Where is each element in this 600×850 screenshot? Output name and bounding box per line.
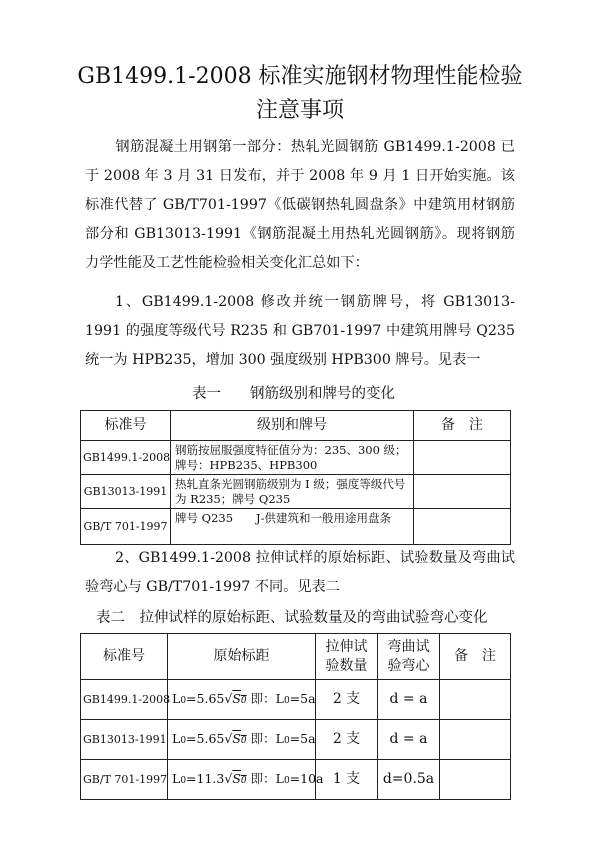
table-2-header-gauge: 原始标距 [168, 634, 316, 680]
table-cell-bend: d=0.5a [378, 760, 440, 800]
table-cell-note [414, 441, 511, 475]
table-cell-grade: 钢筋按屈服强度特征值分为：235、300 级；牌号：HPB235、HPB300 [171, 441, 414, 475]
table-2 [80, 633, 511, 800]
table-cell-quantity: 1 支 [316, 760, 378, 800]
table-cell-standard: GB1499.1-2008 [81, 680, 168, 720]
table-row [81, 509, 511, 545]
gauge-coefficient: 5.65 [196, 690, 225, 706]
table-1-header-row [81, 411, 511, 441]
table-cell-standard: GB/T 701-1997 [81, 760, 168, 800]
point-1-paragraph [85, 288, 515, 375]
intro-text: 钢筋混凝土用钢第一部分：热轧光圆钢筋 GB1499.1-2008 已于 2008 年 3 月 31 日发布，并于 2008 年 9 月 1 日开始实施。该标准代替了 GB/T701-1997《低碳钢热轧圆盘条》中建筑用材钢筋部分和 GB13013-1991《钢筋混凝土用热轧光圆钢筋》。现将钢筋力学性能及工艺性能检验相关变化汇总如下： [85, 139, 515, 271]
table-1-caption: 表一 钢筋级别和牌号的变化 [192, 386, 395, 402]
table-cell-note [414, 475, 511, 509]
point-2-paragraph [85, 544, 515, 602]
intro-paragraph [85, 133, 515, 278]
table-cell-note [414, 509, 511, 545]
gauge-short: 5a [300, 730, 316, 746]
table-cell-gauge: L0=5.65√S0 即：L0=5a [168, 680, 316, 720]
table-2-header-row [81, 634, 511, 680]
document-title-line-1: GB1499.1-2008 标准实施钢材物理性能检验 [77, 64, 523, 89]
gauge-short: 5a [300, 690, 316, 706]
table-1-header-standard: 标准号 [81, 411, 171, 441]
table-2-header-note: 备 注 [440, 634, 511, 680]
point-1-text: 1、GB1499.1-2008 修改并统一钢筋牌号，将 GB13013-1991 的强度等级代号 R235 和 GB701-1997 中建筑用牌号 Q235 统一为 HPB235，增加 300 强度级别 HPB300 牌号。见表一 [85, 294, 515, 368]
table-cell-note [440, 760, 511, 800]
table-row [81, 720, 511, 760]
table-2-header-standard: 标准号 [81, 634, 168, 680]
table-cell-standard: GB/T 701-1997 [81, 509, 171, 545]
table-cell-standard: GB1499.1-2008 [81, 441, 171, 475]
table-2-caption: 表二 拉伸试样的原始标距、试验数量及的弯曲试验弯心变化 [96, 610, 488, 626]
point-2-text: 2、GB1499.1-2008 拉伸试样的原始标距、试验数量及弯曲试验弯心与 GB/T701-1997 不同。见表二 [85, 550, 515, 595]
table-cell-standard: GB13013-1991 [81, 720, 168, 760]
gauge-coefficient: 11.3 [196, 770, 225, 786]
table-cell-quantity: 2 支 [316, 720, 378, 760]
table-cell-note [440, 680, 511, 720]
table-1 [80, 410, 511, 545]
table-1-header-grade: 级别和牌号 [171, 411, 414, 441]
table-1-header-note: 备 注 [414, 411, 511, 441]
table-cell-bend: d = a [378, 680, 440, 720]
table-row [81, 680, 511, 720]
document-title-line-2: 注意事项 [255, 98, 344, 123]
gauge-coefficient: 5.65 [196, 730, 225, 746]
table-row [81, 441, 511, 475]
table-2-header-bend: 弯曲试验弯心 [378, 634, 440, 680]
table-2-header-quantity: 拉伸试验数量 [316, 634, 378, 680]
table-cell-grade: 热轧直条光圆钢筋级别为 Ⅰ 级；强度等级代号为 R235；牌号 Q235 [171, 475, 414, 509]
table-cell-note [440, 720, 511, 760]
table-cell-standard: GB13013-1991 [81, 475, 171, 509]
table-cell-gauge: L0=11.3√S0 即：L0=10a [168, 760, 316, 800]
table-row [81, 760, 511, 800]
table-cell-gauge: L0=5.65√S0 即：L0=5a [168, 720, 316, 760]
gauge-short: 10a [300, 770, 324, 786]
table-cell-grade: 牌号 Q235 J-供建筑和一般用途用盘条 [171, 509, 414, 545]
table-cell-bend: d = a [378, 720, 440, 760]
table-row [81, 475, 511, 509]
table-cell-quantity: 2 支 [316, 680, 378, 720]
